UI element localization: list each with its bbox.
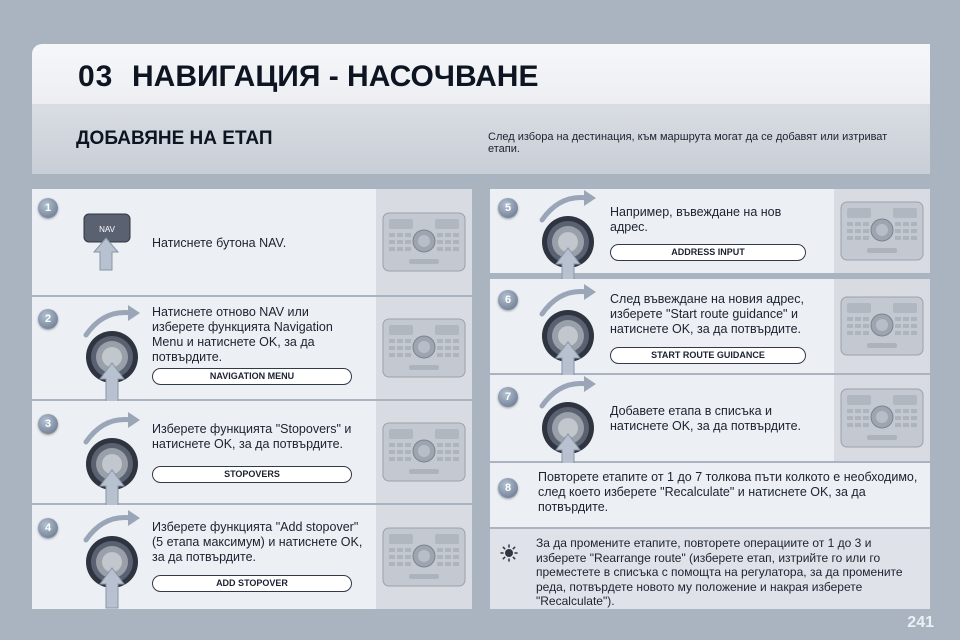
step-text-2: Натиснете отново NAV или изберете функцията Navigation Menu и натиснете OK, за да потвърдите. <box>152 305 333 364</box>
step-badge-7: 7 <box>498 387 518 407</box>
rotary-knob-icon <box>74 412 150 517</box>
step-text-3: Изберете функцията "Stopovers" и натиснете OK, за да потвърдите. <box>152 422 352 451</box>
step-text-8: Повторете етапите от 1 до 7 толкова пъти колкото е необходимо, след което изберете "Recalculate" и натиснете OK, за да потвърдите. <box>538 470 918 514</box>
navigation-menu-button[interactable]: NAVIGATION MENU <box>152 368 352 385</box>
chapter-number: 03 <box>78 60 114 93</box>
device-image-2 <box>376 297 472 399</box>
stopovers-button[interactable]: STOPOVERS <box>152 466 352 483</box>
section-intro: След избора на дестинация, към маршрута могат да се добавят или изтриват етапи. <box>488 131 888 155</box>
address-input-button[interactable]: ADDRESS INPUT <box>610 244 806 261</box>
step-badge-6: 6 <box>498 290 518 310</box>
step-text-6: След въвеждане на новия адрес, изберете "Start route guidance" и натиснете OK, за да потвърдите. <box>610 292 804 336</box>
step-text-1: Натиснете бутона NAV. <box>152 236 287 250</box>
step-badge-4: 4 <box>38 518 58 538</box>
device-image-1 <box>376 189 472 295</box>
step-badge-8: 8 <box>498 478 518 498</box>
nav-button-label: NAV <box>99 225 115 234</box>
rotary-knob-icon <box>530 284 606 389</box>
device-image-3 <box>376 401 472 503</box>
add-stopover-button[interactable]: ADD STOPOVER <box>152 575 352 592</box>
device-image-6 <box>834 279 930 373</box>
device-image-5 <box>834 189 930 273</box>
section-title: ДОБАВЯНЕ НА ЕТАП <box>76 128 273 149</box>
tip-text: За да промените етапите, повторете операциите от 1 до 3 и изберете "Rearrange route" (изберете етап, изтрийте го или го преместете в списъка с помощта на регулатора, за да промените реда, потвърдете новото му положение и накрая изберете "Recalculate"). <box>536 536 903 608</box>
step-badge-3: 3 <box>38 414 58 434</box>
step-text-4: Изберете функцията "Add stopover" (5 етапа максимум) и натиснете OK, за да потвърдите. <box>152 520 363 564</box>
step-text-7: Добавете етапа в списъка и натиснете OK, за да потвърдите. <box>610 404 802 433</box>
step-badge-5: 5 <box>498 198 518 218</box>
rotary-knob-icon <box>74 510 150 615</box>
device-image-4 <box>376 505 472 609</box>
step-badge-2: 2 <box>38 309 58 329</box>
nav-button-icon <box>80 210 140 277</box>
step-badge-1: 1 <box>38 198 58 218</box>
page-number: 241 <box>907 614 934 631</box>
device-image-7 <box>834 375 930 461</box>
lightbulb-icon <box>500 544 518 567</box>
chapter-title: НАВИГАЦИЯ - НАСОЧВАНЕ <box>132 60 539 93</box>
rotary-knob-icon <box>74 305 150 410</box>
step-text-5: Например, въвеждане на нов адрес. <box>610 205 782 234</box>
start-route-guidance-button[interactable]: START ROUTE GUIDANCE <box>610 347 806 364</box>
